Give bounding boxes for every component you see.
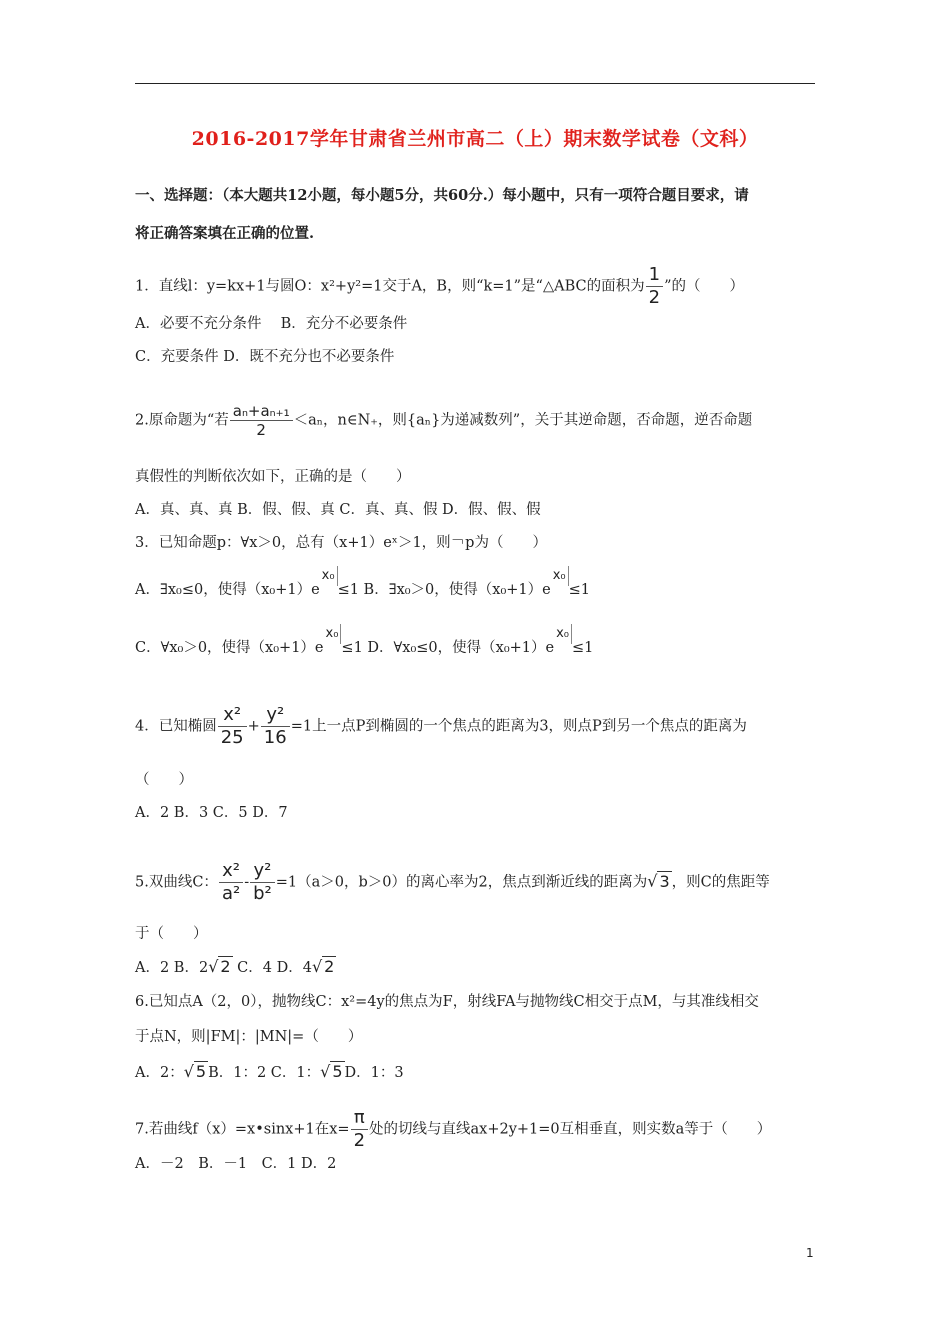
q7-fraction-den: 2: [351, 1129, 368, 1152]
q7-fraction-num: π: [353, 1107, 365, 1128]
q3-opt-b-text: ≤1 B．∃x₀＞0，使得（x₀+1）e: [337, 582, 551, 598]
q5-stem-tail: ，则C的焦距等: [671, 874, 770, 891]
q3-exponent-a: x₀: [320, 566, 338, 586]
q6-sqrt5-c-radicand: 5: [332, 1062, 343, 1081]
q3-opt-d-tail: ≤1: [572, 640, 594, 656]
q4-stem-tail: =1上一点P到椭圆的一个焦点的距离为3，则点P到另一个焦点的距离为: [290, 718, 747, 735]
q6-opt-d-text: D．1：3: [344, 1065, 404, 1081]
q6-sqrt5-c: √ 5: [320, 1062, 343, 1081]
header-rule: [135, 83, 815, 84]
q2-stem-text: 2.原命题为“若: [135, 412, 229, 429]
q1-fraction-den: 2: [646, 286, 663, 309]
q4-fraction-y: [261, 704, 290, 749]
q3-opt-c-text: C．∀x₀＞0，使得（x₀+1）e: [135, 640, 324, 656]
q3-exponent-b: x₀: [551, 566, 569, 586]
q5-fraction-y: [250, 860, 275, 905]
q1-stem-text: 1．直线l：y=kx+1与圆O：x²+y²=1交于A，B，则“k=1”是“△ABC的面积为: [135, 278, 645, 295]
q4-plus: +: [247, 718, 260, 735]
q1-fraction: [646, 264, 663, 309]
q5-sqrt2-d-radicand: 2: [324, 957, 335, 976]
q7-stem-text: 7.若曲线f（x）=x•sinx+1在x=: [135, 1121, 350, 1138]
q1-stem: [135, 264, 744, 309]
q4-frac-x-den: 25: [218, 726, 247, 749]
q7-stem-tail: 处的切线与直线ax+2y+1=0互相垂直，则实数a等于（ ）: [369, 1121, 772, 1138]
q3-opt-d-text: ≤1 D．∀x₀≤0，使得（x₀+1）e: [341, 640, 555, 656]
q6-options: [135, 1062, 404, 1083]
q2-stem-cont: 真假性的判断依次如下，正确的是（ ）: [135, 469, 411, 485]
q2-fraction-num: aₙ+aₙ₊₁: [232, 402, 290, 420]
q6-opt-bc-text: B．1：2 C．1：: [208, 1065, 321, 1081]
q7-options: A．－2 B．－1 C．1 D．2: [135, 1156, 337, 1172]
q5-fraction-x: [219, 860, 243, 905]
q3-opt-a-text: A．∃x₀≤0，使得（x₀+1）e: [135, 582, 320, 598]
q3-stem: 3．已知命题p：∀x＞0，总有（x+1）eˣ＞1，则￢p为（ ）: [135, 535, 547, 551]
q6-sqrt5-a: √ 5: [183, 1062, 207, 1081]
q5-sqrt2-b: √ 2: [208, 957, 231, 976]
q5-sqrt3: √ 3: [647, 871, 670, 891]
q3-exponent-d: x₀: [554, 624, 572, 644]
q2-options: A．真、真、真 B．假、假、真 C．真、真、假 D．假、假、假: [135, 502, 541, 518]
q4-blank: （ ）: [135, 772, 193, 788]
q5-sqrt3-radicand: 3: [659, 871, 670, 891]
q5-frac-x-num: x²: [222, 860, 240, 881]
page-number: 1: [806, 1246, 814, 1260]
page-title: 2016-2017学年甘肃省兰州市高二（上）期末数学试卷（文科）: [191, 128, 759, 150]
q5-sqrt2-d: √ 2: [311, 957, 335, 976]
q5-opt-ab-text: A．2 B．2: [135, 960, 209, 976]
q2-fraction: [230, 402, 293, 439]
q3-exponent-c: x₀: [324, 624, 342, 644]
q5-frac-x-den: a²: [219, 882, 243, 905]
q2-fraction-den: 2: [230, 420, 293, 439]
q7-stem: [135, 1107, 771, 1152]
q6-opt-a-text: A．2：: [135, 1065, 184, 1081]
q5-options: [135, 957, 336, 978]
q2-stem-tail: ＜aₙ，n∈N₊，则{aₙ}为递减数列”，关于其逆命题，否命题，逆否命题: [293, 412, 753, 429]
q6-sqrt5-a-radicand: 5: [195, 1062, 207, 1081]
q3-options-cd: [135, 626, 594, 658]
q1-options-cd: C．充要条件 D．既不充分也不必要条件: [135, 349, 395, 365]
q5-minus: -: [244, 874, 250, 891]
section-heading-line1: 一、选择题：（本大题共12小题，每小题5分，共60分.）每小题中，只有一项符合题目要求，请: [135, 187, 749, 204]
q4-frac-x-num: x²: [223, 704, 242, 725]
q5-frac-y-den: b²: [250, 882, 275, 905]
q3-options-ab: [135, 568, 591, 600]
q5-stem: [135, 860, 770, 905]
q4-frac-y-num: y²: [266, 704, 285, 725]
q1-stem-tail: ”的（ ）: [664, 278, 744, 295]
q5-sqrt2-b-radicand: 2: [220, 957, 231, 976]
q4-options: A．2 B．3 C．5 D．7: [135, 805, 288, 821]
section-heading-line2: 将正确答案填在正确的位置.: [135, 225, 315, 242]
q4-stem: [135, 704, 747, 749]
q4-stem-text: 4．已知椭圆: [135, 718, 217, 735]
q7-fraction: [351, 1107, 368, 1152]
q5-stem-cont: 于（ ）: [135, 926, 208, 942]
q5-stem-text: 5.双曲线C：: [135, 874, 218, 891]
q1-options-ab: A．必要不充分条件 B．充分不必要条件: [135, 316, 408, 332]
q5-stem-mid: =1（a＞0，b＞0）的离心率为2，焦点到渐近线的距离为: [275, 874, 648, 891]
q1-fraction-num: 1: [648, 264, 661, 285]
q6-stem: 6.已知点A（2，0），抛物线C：x²=4y的焦点为F，射线FA与抛物线C相交于点M，与其准线相交: [135, 994, 759, 1010]
q6-stem-cont: 于点N，则|FM|：|MN|=（ ）: [135, 1029, 363, 1045]
q5-opt-cd-text: C．4 D．4: [232, 960, 312, 976]
q2-stem: [135, 402, 752, 439]
q3-opt-b-tail: ≤1: [568, 582, 591, 598]
q4-frac-y-den: 16: [261, 726, 290, 749]
q5-frac-y-num: y²: [253, 860, 272, 881]
q4-fraction-x: [218, 704, 247, 749]
